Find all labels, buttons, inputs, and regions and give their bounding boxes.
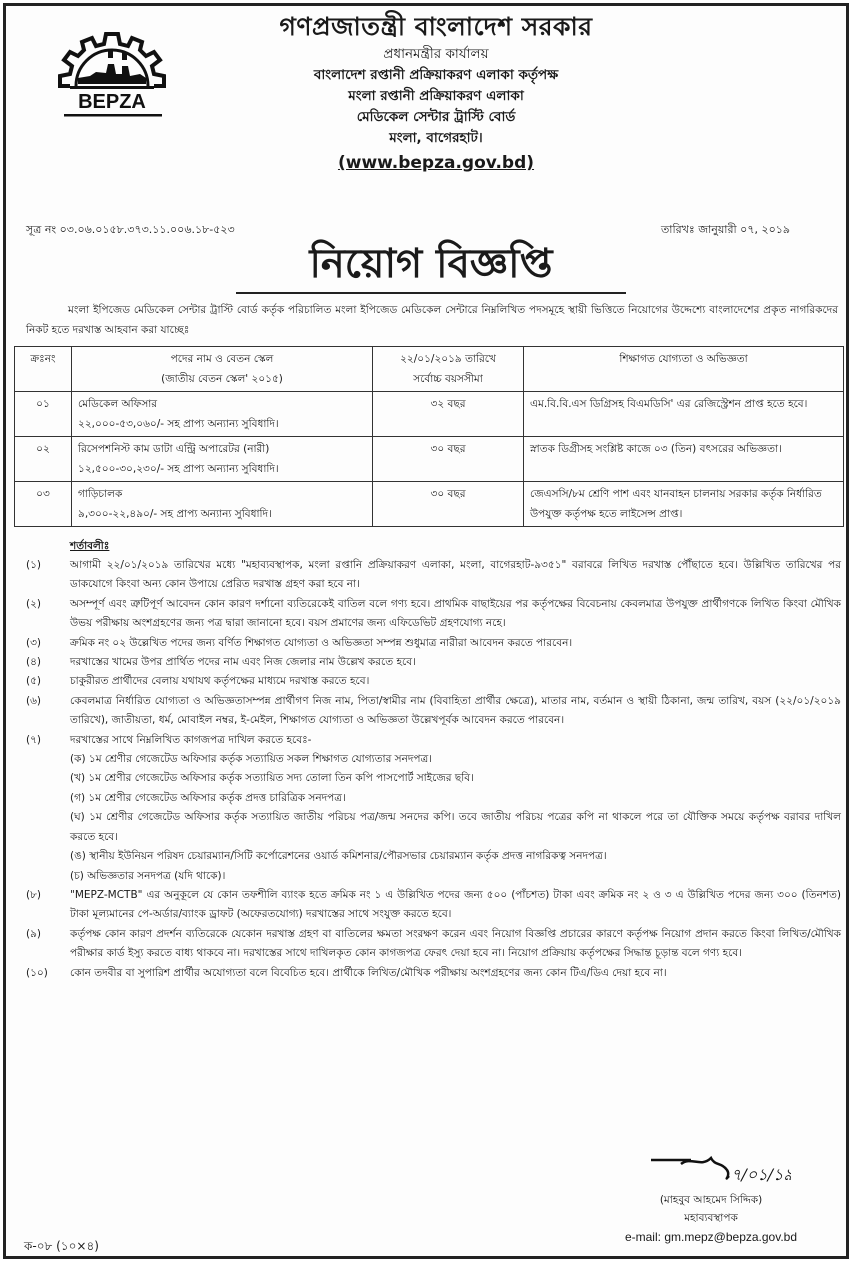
header-serial: ক্রঃনং	[15, 347, 72, 392]
contact-email	[586, 1227, 836, 1247]
document-item: (গ) ১ম শ্রেণীর গেজেটেড অফিসার কর্তৃক প্রদত্ত চারিত্রিক সনদপত্র।	[70, 791, 346, 804]
term-text: অসম্পূর্ণ এবং ত্রুটিপূর্ণ আবেদন কোন কারণ দর্শানো ব্যতিরেকেই বাতিল বলে গণ্য হবে। প্রাথমিক বাছাইয়ের পর কর্তৃপক্ষের বিবেচনায় কেবলমাত্র উপযুক্ত প্রার্থীগণকে লিখিত কিংবা মৌখিক উভয় পরীক্ষায় অংশগ্রহণের জন্য পত্র দ্বারা জানানো হবে। বয়স প্রমাণের জন্য এফিডেভিট গ্রহণযোগ্য নহে।	[70, 597, 841, 630]
letterhead	[206, 10, 666, 175]
term-text: দরখাস্তের সাথে নিম্নলিখিত কাগজপত্র দাখিল করতে হবেঃ-	[70, 733, 312, 746]
cell-age: ৩০ বছর	[373, 437, 524, 482]
term-number: (২)	[26, 597, 42, 610]
cell-qualification: স্নাতক ডিগ্রীসহ সংশ্লিষ্ট কাজে ০৩ (তিন) বৎসরের অভিজ্ঞতা।	[524, 437, 844, 482]
term-item	[26, 964, 841, 983]
term-text: "MEPZ-MCTB" এর অনুকূলে যে কোন তফশীলি ব্যাংক হতে ক্রমিক নং ১ এ উল্লিখিত পদের জন্য ৫০০ (পাঁচশত) টাকা এবং ক্রমিক নং ২ ও ৩ এ উল্লিখিত পদের জন্য ৩০০ (তিনশত) টাকা মূল্যমানের পে-অর্ডার/ব্যাংক ড্রাফট (অফেরতযোগ্য) দরখাস্তের সাথে সংযুক্ত করতে হবে।	[70, 888, 841, 921]
signatory-name: (মাহবুব আহমেদ সিদ্দিক)	[659, 1194, 763, 1206]
signature-mark	[586, 1146, 836, 1191]
table-row	[15, 482, 844, 527]
cell-serial: ০৩	[15, 482, 72, 527]
cell-qualification: এম.বি.বি.এস ডিগ্রিসহ বিএমডিসি' এর রেজিস্ট্রেশন প্রাপ্ত হতে হবে।	[524, 392, 844, 437]
email-link[interactable]: gm.mepz@bepza.gov.bd	[664, 1230, 798, 1244]
pay-scale: ১২,৫০০-৩০,২৩০/- সহ প্রাপ্য অন্যান্য সুবিধাদি।	[78, 463, 279, 475]
term-item	[26, 731, 841, 750]
document-item: (খ) ১ম শ্রেণীর গেজেটেড অফিসার কর্তৃক সত্যায়িত সদ্য তোলা তিন কপি পাসপোর্ট সাইজের ছবি।	[70, 772, 474, 785]
term-text: কোন তদবীর বা সুপারিশ প্রার্থীর অযোগ্যতা বলে বিবেচিত হবে। প্রার্থীকে লিখিত/মৌখিক পরীক্ষায় অংশগ্রহণের জন্য কোন টিএ/ডিএ দেয়া হবে না।	[70, 966, 667, 979]
header-age	[373, 347, 524, 392]
term-item	[26, 692, 841, 731]
document-item: (ঘ) ১ম শ্রেণীর গেজেটেড অফিসার কর্তৃক সত্যায়িত জাতীয় পরিচয় পত্র/জন্ম সনদের কপি। তবে জাতীয় পরিচয় পত্রের কপি না থাকলে পরে তা যৌক্তিক সময়ে কর্তৃপক্ষ বরাবর দাখিল করতে হবে।	[70, 811, 841, 843]
terms-title: শর্তাবলীঃ	[70, 540, 110, 552]
table-row	[15, 392, 844, 437]
cell-serial: ০২	[15, 437, 72, 482]
zone-name: মংলা রপ্তানী প্রক্রিয়াকরণ এলাকা	[348, 88, 524, 104]
signature-block	[586, 1146, 836, 1247]
post-name: মেডিকেল অফিসার	[78, 398, 158, 410]
table-header-row	[15, 347, 844, 392]
cell-post	[72, 392, 373, 437]
term-text: ক্রমিক নং ০২ উল্লেখিত পদের জন্য বর্ণিত শিক্ষাগত যোগ্যতা ও অভিজ্ঞতা সম্পন্ন শুধুমাত্র নারীরা আবেদন করতে পারবেন।	[70, 636, 573, 649]
document-item: (ঙ) স্থানীয় ইউনিয়ন পরিষদ চেয়ারম্যান/সিটি কর্পোরেশনের ওয়ার্ড কমিশনার/পৌরসভার চেয়ারম্যান কর্তৃক প্রদত্ত নাগরিকত্ব সনদপত্র।	[70, 850, 607, 863]
intro-paragraph: মংলা ইপিজেড মেডিকেল সেন্টার ট্রাস্টি বোর্ড কর্তৃক পরিচালিত মংলা ইপিজেড মেডিকেল সেন্টারে নিম্নলিখিত পদসমূহে স্থায়ী ভিত্তিতে নিয়োগের উদ্দেশ্যে বাংলাদেশের প্রকৃত নাগরিকদের নিকট হতে দরখাস্ত আহবান করা যাচ্ছেঃ	[26, 304, 838, 336]
term-number: (৬)	[26, 694, 42, 707]
cell-post	[72, 437, 373, 482]
cell-serial: ০১	[15, 392, 72, 437]
svg-text:BEPZA: BEPZA	[78, 91, 146, 113]
term-item	[26, 653, 841, 672]
email-label: e-mail:	[624, 1230, 665, 1244]
term-text: কর্তৃপক্ষ কোন কারণ প্রদর্শন ব্যতিরেকে যেকোন দরখাস্ত গ্রহণ বা বাতিলের ক্ষমতা সংরক্ষণ করেন এবং নিয়োগ বিজ্ঞপ্তি প্রচারের কারণে কর্তৃপক্ষ নিয়োগ প্রদান করতে কিংবা লিখিত/মৌখিক পরীক্ষার কার্ড ইস্যু করতে বাধ্য থাকবে না। দরখাস্তের সাথে দাখিলকৃত কোন কাগজপত্র ফেরৎ দেয়া হবে না। নিয়োগ প্রক্রিয়ায় কর্তৃপক্ষের সিদ্ধান্ত চূড়ান্ত বলে গণ্য হবে।	[70, 927, 841, 960]
authority-name: বাংলাদেশ রপ্তানী প্রক্রিয়াকরণ এলাকা কর্তৃপক্ষ	[313, 67, 559, 83]
notice-title: নিয়োগ বিজ্ঞপ্তি	[236, 236, 626, 294]
term-item	[26, 925, 841, 964]
cell-qualification: জেএসসি/৮ম শ্রেণি পাশ এবং যানবাহন চালনায় সরকার কর্তৃক নির্ধারিত উপযুক্ত কর্তৃপক্ষ হতে লাইসেন্স প্রাপ্ত।	[524, 482, 844, 527]
website-link[interactable]: (www.bepza.gov.bd)	[337, 153, 535, 173]
post-name: রিসেপশনিস্ট কাম ডাটা এন্ট্রি অপারেটর (নারী)	[78, 443, 270, 455]
term-item	[26, 672, 841, 691]
bepza-logo	[50, 24, 190, 124]
location: মংলা, বাগেরহাট।	[389, 130, 483, 146]
cell-post	[72, 482, 373, 527]
handwritten-signature-icon	[631, 1146, 791, 1191]
term-number: (৭)	[26, 733, 42, 746]
post-name: গাড়িচালক	[78, 488, 123, 500]
term-number: (৪)	[26, 656, 42, 669]
document-item: (চ) অভিজ্ঞতার সনদপত্র (যদি থাকে)।	[70, 869, 226, 882]
cell-age: ৩২ বছর	[373, 392, 524, 437]
term-item	[26, 886, 841, 925]
publication-code: ক-০৮ (১০×৪)	[24, 1239, 99, 1253]
term-item	[26, 556, 841, 595]
signatory-designation: মহাব্যবস্থাপক	[684, 1212, 738, 1224]
memo-number: সূত্র নং ০৩.০৬.০১৫৮.৩৭৩.১১.০০৬.১৮-৫২৩	[26, 223, 235, 236]
term-text: চাকুরীরত প্রার্থীদের বেলায় যথাযথ কর্তৃপক্ষের মাধ্যমে দরখাস্ত করতে হবে।	[70, 675, 370, 688]
header-qualification: শিক্ষাগত যোগ্যতা ও অভিজ্ঞতা	[524, 347, 844, 392]
term-item	[26, 595, 841, 634]
pay-scale: ৯,৩০০-২২,৪৯০/- সহ প্রাপ্য অন্যান্য সুবিধাদি।	[78, 508, 272, 520]
term-number: (১০)	[26, 966, 48, 979]
term-item	[26, 634, 841, 653]
header-age-line1: ২২/০১/২০১৯ তারিখে	[400, 353, 496, 365]
term-number: (৯)	[26, 927, 42, 940]
pay-scale: ২২,০০০-৫৩,০৬০/- সহ প্রাপ্য অন্যান্য সুবিধাদি।	[78, 418, 279, 430]
vacancy-table	[14, 346, 844, 527]
term-number: (৫)	[26, 675, 42, 688]
header-post-line1: পদের নাম ও বেতন স্কেল	[170, 353, 274, 365]
table-row	[15, 437, 844, 482]
notice-page	[3, 3, 849, 1259]
header-age-line2: সর্বোচ্চ বয়সসীমা	[413, 373, 483, 385]
header-post-line2: (জাতীয় বেতন স্কেল' ২০১৫)	[161, 373, 283, 385]
gear-factory-icon	[50, 24, 190, 124]
term-number: (৮)	[26, 888, 42, 901]
notice-date: তারিখঃ জানুয়ারী ০৭, ২০১৯	[661, 223, 791, 236]
terms-section	[26, 536, 841, 983]
term-text: দরখাস্তের খামের উপর প্রার্থিত পদের নাম এবং নিজ জেলার নাম উল্লেখ করতে হবে।	[70, 656, 416, 669]
office-name: প্রধানমন্ত্রীর কার্যালয়	[383, 46, 489, 62]
term-number: (১)	[26, 559, 42, 571]
header-post	[72, 347, 373, 392]
term-text: আগামী ২২/০১/২০১৯ তারিখের মধ্যে "মহাব্যবস্থাপক, মংলা রপ্তানি প্রক্রিয়াকরণ এলাকা, মংলা, বাগেরহাট-৯৩৫১" বরাবরে লিখিত দরখাস্ত পৌঁছাতে হবে। উল্লিখিত তারিখের পর ডাকযোগে কিংবা অন্য কোন উপায়ে প্রেরিত দরখাস্ত গ্রহণ করা হবে না।	[70, 559, 841, 591]
term-number: (৩)	[26, 636, 42, 649]
board-name: মেডিকেল সেন্টার ট্রাস্টি বোর্ড	[356, 109, 516, 125]
svg-text:৭/০১/১৯: ৭/০১/১৯	[731, 1165, 791, 1184]
government-name: গণপ্রজাতন্ত্রী বাংলাদেশ সরকার	[279, 12, 593, 41]
document-item: (ক) ১ম শ্রেণীর গেজেটেড অফিসার কর্তৃক সত্যায়িত সকল শিক্ষাগত যোগ্যতার সনদপত্র।	[70, 753, 433, 766]
term-text: কেবলমাত্র নির্ধারিত যোগ্যতা ও অভিজ্ঞতাসম্পন্ন প্রার্থীগণ নিজ নাম, পিতা/স্বামীর নাম (বিবাহিতা প্রার্থীর ক্ষেত্রে), মাতার নাম, বর্তমান ও স্থায়ী ঠিকানা, জন্ম তারিখ, বয়স (২২/০১/২০১৯ তারিখে), জাতীয়তা, ধর্ম, মোবাইল নম্বর, ই-মেইল, শিক্ষাগত যোগ্যতা ও অভিজ্ঞতা উল্লেখপূর্বক আবেদন করতে পারবেন।	[70, 694, 841, 727]
cell-age: ৩০ বছর	[373, 482, 524, 527]
